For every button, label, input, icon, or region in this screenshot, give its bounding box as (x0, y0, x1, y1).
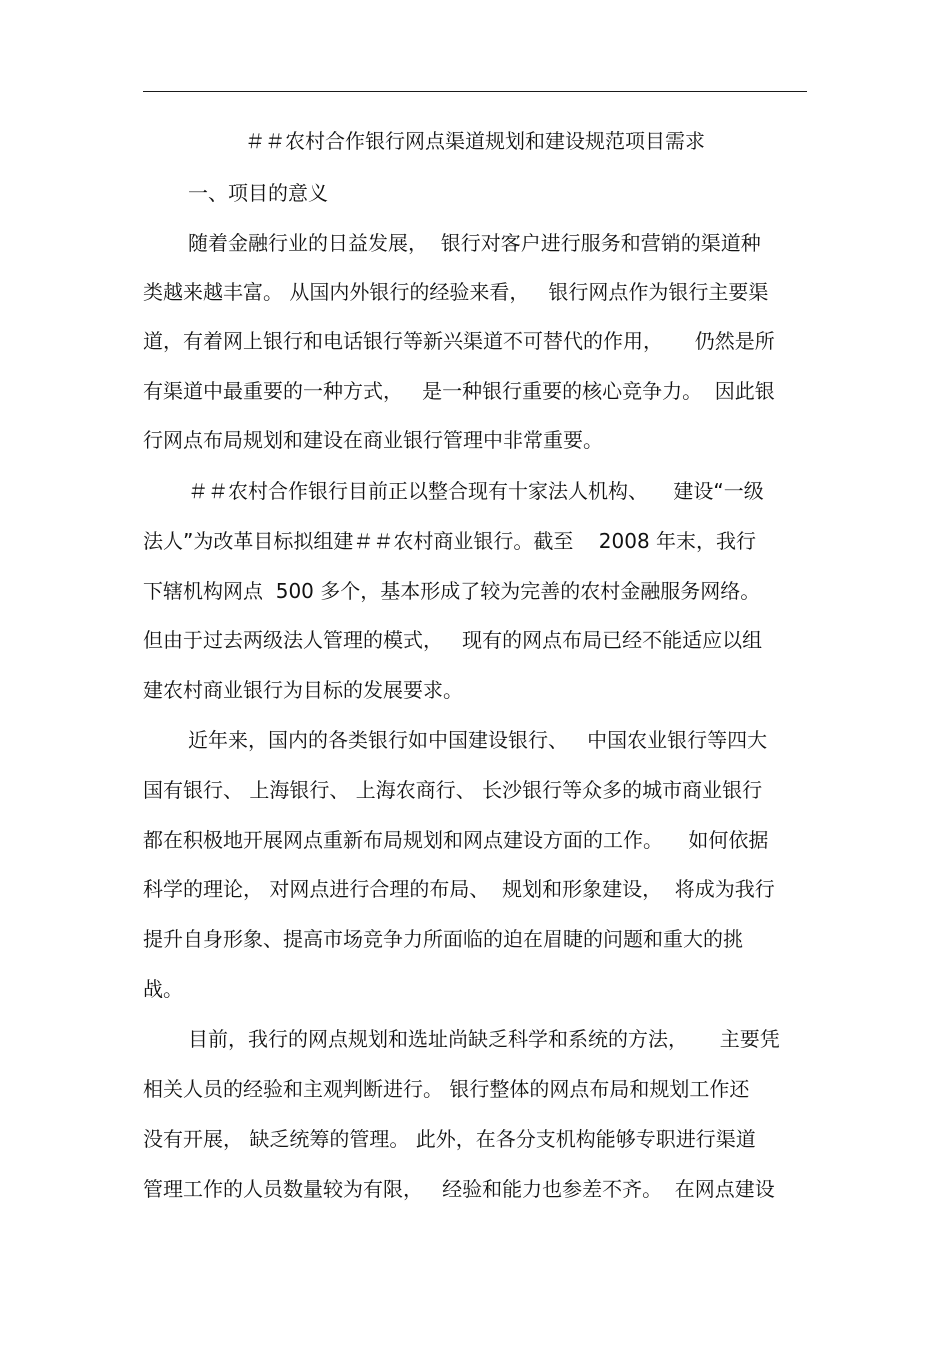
paragraph-line: 都在积极地开展网点重新布局规划和网点建设方面的工作。 如何依据 (143, 828, 769, 852)
paragraph-line: 科学的理论， 对网点进行合理的布局、 规划和形象建设， 将成为我行 (143, 877, 775, 901)
paragraph-line: 下辖机构网点 500 多个，基本形成了较为完善的农村金融服务网络。 (143, 579, 761, 603)
paragraph-line: 建农村商业银行为目标的发展要求。 (143, 678, 463, 702)
paragraph-line: 没有开展， 缺乏统筹的管理。 此外，在各分支机构能够专职进行渠道 (143, 1127, 756, 1151)
paragraph-line: 近年来，国内的各类银行如中国建设银行、 中国农业银行等四大 (188, 728, 768, 752)
header-rule (143, 91, 807, 92)
paragraph-line: 但由于过去两级法人管理的模式， 现有的网点布局已经不能适应以组 (143, 628, 763, 652)
document-title: ＃＃农村合作银行网点渠道规划和建设规范项目需求 (245, 129, 705, 153)
paragraph-line: 管理工作的人员数量较为有限， 经验和能力也参差不齐。 在网点建设 (143, 1177, 775, 1201)
paragraph-line: 法人”为改革目标拟组建＃＃农村商业银行。截至 2008 年末，我行 (143, 529, 757, 553)
paragraph-line: ＃＃农村合作银行目前正以整合现有十家法人机构、 建设“一级 (188, 479, 764, 503)
paragraph-line: 有渠道中最重要的一种方式， 是一种银行重要的核心竞争力。 因此银 (143, 379, 775, 403)
paragraph-line: 国有银行、 上海银行、 上海农商行、 长沙银行等众多的城市商业银行 (143, 778, 763, 802)
paragraph-line: 战。 (143, 977, 183, 1001)
paragraph-line: 目前，我行的网点规划和选址尚缺乏科学和系统的方法， 主要凭 (188, 1027, 780, 1051)
paragraph-line: 道，有着网上银行和电话银行等新兴渠道不可替代的作用， 仍然是所 (143, 329, 775, 353)
paragraph-line: 随着金融行业的日益发展， 银行对客户进行服务和营销的渠道种 (188, 231, 761, 255)
paragraph-line: 行网点布局规划和建设在商业银行管理中非常重要。 (143, 428, 603, 452)
paragraph-line: 类越来越丰富。 从国内外银行的经验来看， 银行网点作为银行主要渠 (143, 280, 769, 304)
section-heading: 一、项目的意义 (188, 181, 328, 205)
paragraph-line: 提升自身形象、提高市场竞争力所面临的迫在眉睫的问题和重大的挑 (143, 927, 743, 951)
paragraph-line: 相关人员的经验和主观判断进行。 银行整体的网点布局和规划工作还 (143, 1077, 750, 1101)
